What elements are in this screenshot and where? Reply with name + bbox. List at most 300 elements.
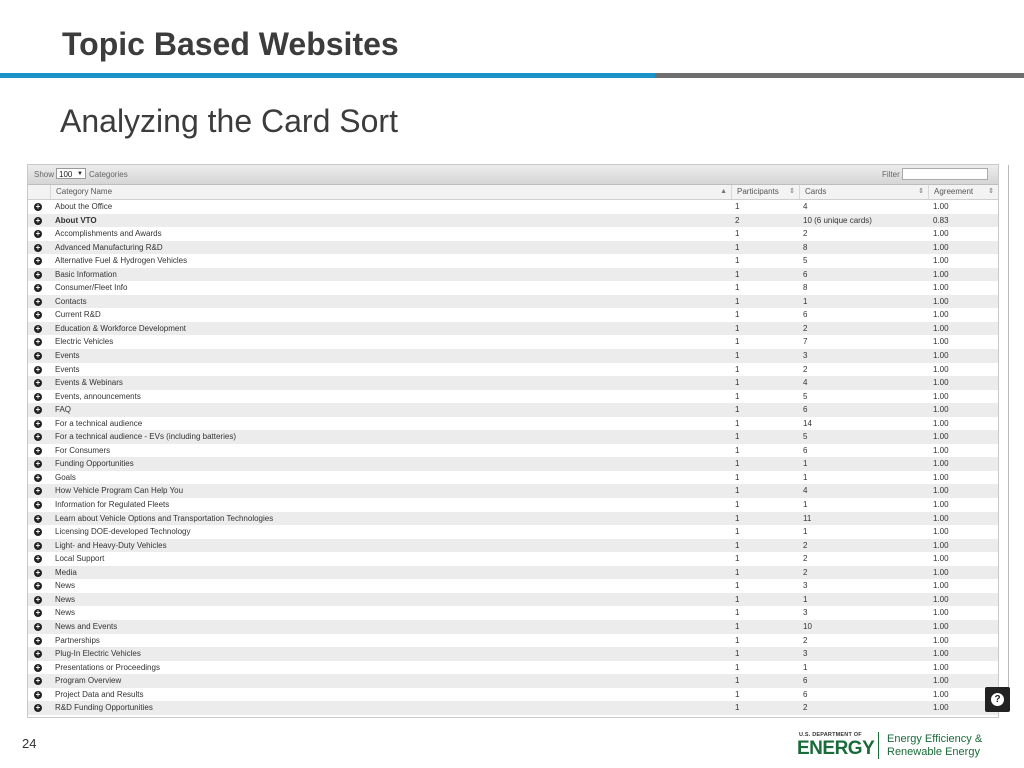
expand-row-control[interactable]: [28, 214, 50, 228]
plus-circle-icon: +: [35, 269, 41, 279]
agreement-cell: 1.00: [933, 405, 949, 415]
category-name-cell: Events: [55, 351, 80, 361]
category-name-cell: Accomplishments and Awards: [55, 229, 162, 239]
table-row[interactable]: [28, 295, 998, 309]
logo-divider: [878, 732, 879, 759]
slide-subtitle: Analyzing the Card Sort: [60, 103, 398, 139]
participants-cell: 1: [735, 554, 740, 564]
table-row[interactable]: [28, 444, 998, 458]
plus-circle-icon: +: [35, 554, 41, 564]
cards-cell: 2: [803, 567, 808, 577]
table-row[interactable]: [28, 647, 998, 661]
expand-row-control[interactable]: [28, 634, 50, 648]
expand-row-control[interactable]: [28, 403, 50, 417]
plus-circle-icon: +: [35, 310, 41, 320]
agreement-cell: 1.00: [933, 269, 949, 279]
agreement-cell: 1.00: [933, 472, 949, 482]
plus-circle-icon: +: [35, 635, 41, 645]
agreement-cell: 1.00: [933, 513, 949, 523]
plus-circle-icon: +: [35, 215, 41, 225]
table-row[interactable]: [28, 566, 998, 580]
expand-row-control[interactable]: [28, 498, 50, 512]
plus-circle-icon: +: [35, 486, 41, 496]
table-row[interactable]: [28, 634, 998, 648]
participants-cell: 1: [735, 323, 740, 333]
agreement-cell: 1.00: [933, 635, 949, 645]
expand-row-control[interactable]: [28, 227, 50, 241]
expand-row-control[interactable]: [28, 254, 50, 268]
expand-row-control[interactable]: [28, 701, 50, 715]
title-rule-blue: [0, 73, 655, 78]
category-name-cell: Current R&D: [55, 310, 101, 320]
expand-row-control[interactable]: [28, 512, 50, 526]
agreement-cell: 1.00: [933, 608, 949, 618]
cards-cell: 6: [803, 676, 808, 686]
participants-cell: 1: [735, 635, 740, 645]
column-header-cards[interactable]: [799, 185, 928, 199]
participants-cell: 1: [735, 202, 740, 211]
expand-row-control[interactable]: [28, 295, 50, 309]
agreement-cell: 0.83: [933, 215, 949, 225]
agreement-cell: 1.00: [933, 676, 949, 686]
agreement-cell: 1.00: [933, 229, 949, 239]
table-row[interactable]: [28, 498, 998, 512]
participants-cell: 1: [735, 500, 740, 510]
agreement-cell: 1.00: [933, 391, 949, 401]
cards-cell: 3: [803, 351, 808, 361]
agreement-cell: 1.00: [933, 567, 949, 577]
plus-circle-icon: +: [35, 676, 41, 686]
expand-row-control[interactable]: [28, 308, 50, 322]
cards-cell: 11: [803, 513, 812, 523]
cards-cell: 4: [803, 202, 808, 211]
participants-cell: 1: [735, 378, 740, 388]
participants-cell: 1: [735, 364, 740, 374]
cards-cell: 1: [803, 594, 808, 604]
table-row[interactable]: [28, 417, 998, 431]
plus-circle-icon: +: [35, 391, 41, 401]
plus-circle-icon: +: [35, 527, 41, 537]
plus-circle-icon: +: [35, 432, 41, 442]
cards-cell: 6: [803, 445, 808, 455]
expand-row-control[interactable]: [28, 417, 50, 431]
category-name-cell: Licensing DOE-developed Technology: [55, 527, 191, 537]
cards-cell: 5: [803, 391, 808, 401]
table-row[interactable]: [28, 363, 998, 377]
expand-row-control[interactable]: [28, 674, 50, 688]
expand-row-control[interactable]: [28, 484, 50, 498]
cards-cell: 1: [803, 662, 808, 672]
participants-cell: 1: [735, 256, 740, 266]
page-size-select[interactable]: [56, 168, 86, 179]
plus-circle-icon: +: [35, 621, 41, 631]
plus-circle-icon: +: [35, 472, 41, 482]
table-row[interactable]: [28, 308, 998, 322]
participants-cell: 1: [735, 432, 740, 442]
plus-circle-icon: +: [35, 256, 41, 266]
column-header-label: Category Name: [56, 187, 113, 196]
category-name-cell: Events & Webinars: [55, 378, 123, 388]
participants-cell: 1: [735, 391, 740, 401]
sort-ascending-icon: ▲: [720, 188, 727, 195]
column-header-agreement[interactable]: [928, 185, 998, 199]
category-name-cell: Information for Regulated Fleets: [55, 500, 170, 510]
plus-circle-icon: +: [35, 378, 41, 388]
category-name-cell: Local Support: [55, 554, 105, 564]
cards-cell: 4: [803, 486, 808, 496]
logo-small-text: U.S. DEPARTMENT OF: [799, 732, 862, 738]
category-name-cell: Program Overview: [55, 676, 122, 686]
help-button[interactable]: [985, 687, 1010, 712]
category-name-cell: News: [55, 594, 76, 604]
agreement-cell: 1.00: [933, 432, 949, 442]
agreement-cell: 1.00: [933, 351, 949, 361]
slide-title: Topic Based Websites: [62, 26, 399, 62]
plus-circle-icon: +: [35, 337, 41, 347]
expand-row-control[interactable]: [28, 444, 50, 458]
agreement-cell: 1.00: [933, 689, 949, 699]
participants-cell: 1: [735, 676, 740, 686]
participants-cell: 1: [735, 351, 740, 361]
agreement-cell: 1.00: [933, 242, 949, 252]
category-name-cell: Presentations or Proceedings: [55, 662, 160, 672]
cards-cell: 8: [803, 283, 808, 293]
table-row[interactable]: [28, 457, 998, 471]
participants-cell: 1: [735, 567, 740, 577]
expand-row-control[interactable]: [28, 349, 50, 363]
agreement-cell: 1.00: [933, 594, 949, 604]
expand-row-control[interactable]: [28, 579, 50, 593]
category-name-cell: Alternative Fuel & Hydrogen Vehicles: [55, 256, 188, 266]
category-name-cell: For a technical audience: [55, 418, 143, 428]
category-name-cell: Partnerships: [55, 635, 100, 645]
cards-cell: 1: [803, 296, 808, 306]
expand-row-control[interactable]: [28, 322, 50, 336]
plus-circle-icon: +: [35, 662, 41, 672]
cards-cell: 2: [803, 554, 808, 564]
plus-circle-icon: +: [35, 283, 41, 293]
plus-circle-icon: +: [35, 608, 41, 618]
table-row[interactable]: [28, 525, 998, 539]
agreement-cell: 1.00: [933, 337, 949, 347]
table-row[interactable]: [28, 688, 998, 702]
agreement-cell: 1.00: [933, 459, 949, 469]
categories-label: Categories: [89, 170, 128, 179]
category-name-cell: For Consumers: [55, 445, 111, 455]
table-row[interactable]: [28, 214, 998, 228]
table-row[interactable]: [28, 430, 998, 444]
cards-cell: 7: [803, 337, 808, 347]
participants-cell: 1: [735, 459, 740, 469]
cards-cell: 2: [803, 229, 808, 239]
agreement-cell: 1.00: [933, 323, 949, 333]
expand-row-control[interactable]: [28, 457, 50, 471]
participants-cell: 2: [735, 215, 740, 225]
table-row[interactable]: [28, 606, 998, 620]
cards-cell: 6: [803, 269, 808, 279]
cards-cell: 1: [803, 459, 808, 469]
participants-cell: 1: [735, 581, 740, 591]
expand-row-control[interactable]: [28, 525, 50, 539]
participants-cell: 1: [735, 242, 740, 252]
cards-cell: 2: [803, 635, 808, 645]
table-row[interactable]: [28, 227, 998, 241]
expand-row-control[interactable]: [28, 335, 50, 349]
participants-cell: 1: [735, 229, 740, 239]
category-name-cell: Contacts: [55, 296, 87, 306]
table-row[interactable]: [28, 200, 998, 214]
table-header: [28, 185, 998, 200]
participants-cell: 1: [735, 337, 740, 347]
plus-circle-icon: +: [35, 540, 41, 550]
agreement-cell: 1.00: [933, 486, 949, 496]
table-row[interactable]: [28, 661, 998, 675]
category-name-cell: Plug-In Electric Vehicles: [55, 649, 141, 659]
category-name-cell: For a technical audience - EVs (including batteries): [55, 432, 236, 442]
expand-row-control[interactable]: [28, 552, 50, 566]
agreement-cell: 1.00: [933, 202, 949, 211]
cards-cell: 3: [803, 608, 808, 618]
column-header-label: Agreement: [934, 187, 974, 196]
expand-row-control[interactable]: [28, 620, 50, 634]
category-name-cell: Advanced Manufacturing R&D: [55, 242, 163, 252]
expand-row-control[interactable]: [28, 566, 50, 580]
participants-cell: 1: [735, 608, 740, 618]
participants-cell: 1: [735, 486, 740, 496]
page-size-value: 100: [59, 170, 73, 179]
table-row[interactable]: [28, 471, 998, 485]
table-row[interactable]: [28, 484, 998, 498]
category-name-cell: Events: [55, 364, 80, 374]
cards-cell: 2: [803, 323, 808, 333]
expand-row-control[interactable]: [28, 606, 50, 620]
plus-circle-icon: +: [35, 405, 41, 415]
category-name-cell: Education & Workforce Development: [55, 323, 187, 333]
table-row[interactable]: [28, 254, 998, 268]
category-name-cell: Light- and Heavy-Duty Vehicles: [55, 540, 167, 550]
show-label: Show: [34, 170, 55, 179]
plus-circle-icon: +: [35, 689, 41, 699]
participants-cell: 1: [735, 703, 740, 713]
plus-circle-icon: +: [35, 418, 41, 428]
cards-cell: 2: [803, 540, 808, 550]
expand-row-control[interactable]: [28, 200, 50, 214]
plus-circle-icon: +: [35, 364, 41, 374]
agreement-cell: 1.00: [933, 527, 949, 537]
participants-cell: 1: [735, 689, 740, 699]
agreement-cell: 1.00: [933, 256, 949, 266]
cards-cell: 5: [803, 256, 808, 266]
plus-circle-icon: +: [35, 567, 41, 577]
participants-cell: 1: [735, 445, 740, 455]
cards-cell: 8: [803, 242, 808, 252]
participants-cell: 1: [735, 310, 740, 320]
plus-circle-icon: +: [35, 513, 41, 523]
cards-cell: 1: [803, 527, 808, 537]
plus-circle-icon: +: [35, 323, 41, 333]
sort-icon: ⇕: [988, 188, 994, 195]
table-row[interactable]: [28, 335, 998, 349]
plus-circle-icon: +: [35, 242, 41, 252]
participants-cell: 1: [735, 405, 740, 415]
expand-row-control[interactable]: [28, 430, 50, 444]
agreement-cell: 1.00: [933, 554, 949, 564]
category-name-cell: FAQ: [55, 405, 72, 415]
agreement-cell: 1.00: [933, 418, 949, 428]
category-name-cell: Goals: [55, 472, 76, 482]
table-row[interactable]: [28, 552, 998, 566]
expand-row-control[interactable]: [28, 376, 50, 390]
table-row[interactable]: [28, 241, 998, 255]
agreement-cell: 1.00: [933, 621, 949, 631]
category-name-cell: Project Data and Results: [55, 689, 144, 699]
agreement-cell: 1.00: [933, 540, 949, 550]
table-row[interactable]: [28, 701, 998, 715]
cards-cell: 2: [803, 703, 808, 713]
participants-cell: 1: [735, 621, 740, 631]
plus-circle-icon: +: [35, 445, 41, 455]
cards-cell: 14: [803, 418, 812, 428]
participants-cell: 1: [735, 418, 740, 428]
table-row[interactable]: [28, 268, 998, 282]
category-name-cell: Basic Information: [55, 269, 117, 279]
table-row[interactable]: [28, 403, 998, 417]
agreement-cell: 1.00: [933, 703, 949, 713]
table-row[interactable]: [28, 376, 998, 390]
expand-row-control[interactable]: [28, 241, 50, 255]
category-name-cell: Media: [55, 567, 77, 577]
doe-eere-logo: [797, 730, 987, 760]
agreement-cell: 1.00: [933, 662, 949, 672]
participants-cell: 1: [735, 662, 740, 672]
filter-label: Filter: [882, 170, 900, 179]
plus-circle-icon: +: [35, 500, 41, 510]
category-name-cell: About VTO: [55, 215, 97, 225]
cards-cell: 6: [803, 689, 808, 699]
cards-cell: 10: [803, 621, 812, 631]
participants-cell: 1: [735, 472, 740, 482]
agreement-cell: 1.00: [933, 581, 949, 591]
scroll-track: [1008, 165, 1009, 705]
category-name-cell: About the Office: [55, 202, 113, 211]
participants-cell: 1: [735, 540, 740, 550]
plus-circle-icon: +: [35, 351, 41, 361]
category-name-cell: Electric Vehicles: [55, 337, 114, 347]
column-header-participants[interactable]: [731, 185, 799, 199]
participants-cell: 1: [735, 283, 740, 293]
table-row[interactable]: [28, 322, 998, 336]
title-rule-gray: [655, 73, 1024, 78]
agreement-cell: 1.00: [933, 445, 949, 455]
table-row[interactable]: [28, 593, 998, 607]
expand-row-control[interactable]: [28, 593, 50, 607]
participants-cell: 1: [735, 513, 740, 523]
plus-circle-icon: +: [35, 649, 41, 659]
agreement-cell: 1.00: [933, 378, 949, 388]
plus-circle-icon: +: [35, 229, 41, 239]
table-row[interactable]: [28, 512, 998, 526]
plus-circle-icon: +: [35, 459, 41, 469]
table-row[interactable]: [28, 390, 998, 404]
participants-cell: 1: [735, 649, 740, 659]
page-number: 24: [22, 736, 37, 751]
category-name-cell: Funding Opportunities: [55, 459, 134, 469]
participants-cell: 1: [735, 594, 740, 604]
table-row[interactable]: [28, 349, 998, 363]
agreement-cell: 1.00: [933, 310, 949, 320]
participants-cell: 1: [735, 269, 740, 279]
table-row[interactable]: [28, 281, 998, 295]
card-sort-table-widget: [27, 164, 999, 718]
plus-circle-icon: +: [35, 594, 41, 604]
column-header-category-name[interactable]: [50, 185, 731, 199]
plus-circle-icon: +: [35, 581, 41, 591]
category-name-cell: Events, announcements: [55, 391, 141, 401]
cards-cell: 4: [803, 378, 808, 388]
cards-cell: 3: [803, 581, 808, 591]
participants-cell: 1: [735, 527, 740, 537]
sort-icon: ⇕: [918, 188, 924, 195]
table-row[interactable]: [28, 620, 998, 634]
table-row[interactable]: [28, 539, 998, 553]
expand-row-control[interactable]: [28, 390, 50, 404]
cards-cell: 5: [803, 432, 808, 442]
category-name-cell: News and Events: [55, 621, 118, 631]
cards-cell: 1: [803, 472, 808, 482]
cards-cell: 10 (6 unique cards): [803, 215, 872, 225]
category-name-cell: News: [55, 581, 76, 591]
expand-row-control[interactable]: [28, 661, 50, 675]
table-toolbar: [28, 165, 998, 185]
table-row[interactable]: [28, 579, 998, 593]
logo-energy-text: ENERGY: [797, 738, 875, 759]
logo-eere-line2: Renewable Energy: [887, 746, 980, 758]
category-name-cell: Consumer/Fleet Info: [55, 283, 128, 293]
agreement-cell: 1.00: [933, 283, 949, 293]
expand-row-control[interactable]: [28, 471, 50, 485]
table-body: [28, 200, 998, 715]
filter-input[interactable]: [902, 168, 988, 180]
dropdown-arrow-icon: ▼: [77, 171, 83, 177]
expand-row-control[interactable]: [28, 688, 50, 702]
question-icon: ?: [991, 693, 1004, 706]
agreement-cell: 1.00: [933, 500, 949, 510]
cards-cell: 3: [803, 649, 808, 659]
expand-row-control[interactable]: [28, 539, 50, 553]
expand-row-control[interactable]: [28, 268, 50, 282]
cards-cell: 1: [803, 500, 808, 510]
cards-cell: 6: [803, 405, 808, 415]
participants-cell: 1: [735, 296, 740, 306]
category-name-cell: R&D Funding Opportunities: [55, 703, 153, 713]
agreement-cell: 1.00: [933, 364, 949, 374]
category-name-cell: How Vehicle Program Can Help You: [55, 486, 184, 496]
expand-row-control[interactable]: [28, 363, 50, 377]
table-row[interactable]: [28, 674, 998, 688]
plus-circle-icon: +: [35, 296, 41, 306]
column-header-label: Participants: [737, 187, 779, 196]
expand-row-control[interactable]: [28, 281, 50, 295]
sort-icon: ⇕: [789, 188, 795, 195]
expand-row-control[interactable]: [28, 647, 50, 661]
plus-circle-icon: +: [35, 703, 41, 713]
category-name-cell: News: [55, 608, 76, 618]
cards-cell: 2: [803, 364, 808, 374]
agreement-cell: 1.00: [933, 296, 949, 306]
logo-eere-line1: Energy Efficiency &: [887, 733, 983, 745]
column-header-label: Cards: [805, 187, 827, 196]
plus-circle-icon: +: [35, 202, 41, 211]
